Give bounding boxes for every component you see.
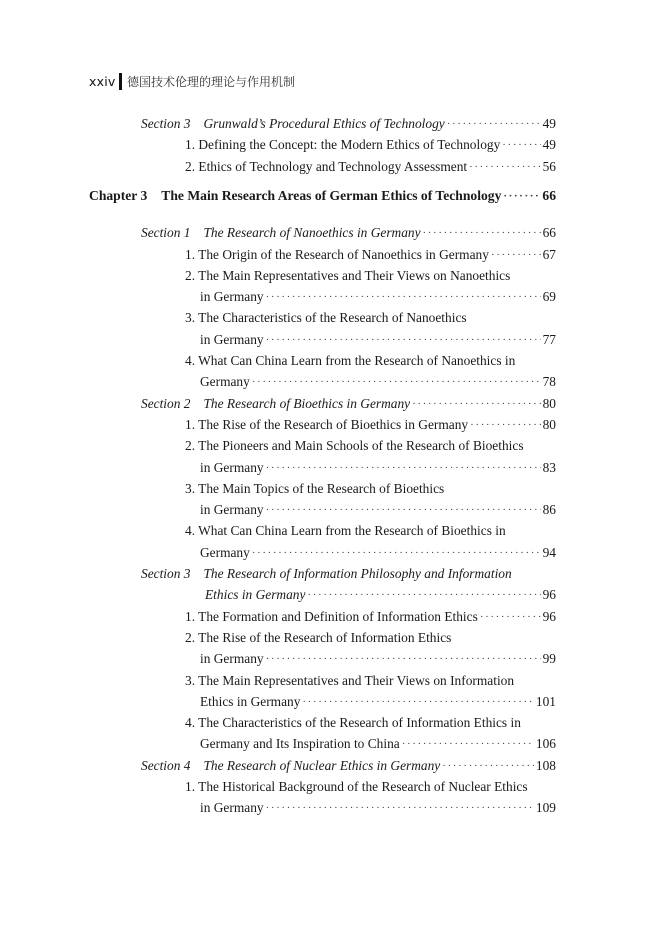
toc-entry-item[interactable] bbox=[200, 545, 556, 561]
page-number-ref: 69 bbox=[542, 289, 556, 305]
toc-entry-title-line: 2. The Main Representatives and Their Views on Nanoethics bbox=[185, 267, 511, 283]
page-number-ref: 49 bbox=[542, 137, 556, 153]
leader-dots bbox=[412, 396, 541, 412]
toc-entry-item[interactable] bbox=[200, 374, 556, 390]
toc-entry-title: 1. The Formation and Definition of Information Ethics bbox=[185, 608, 478, 624]
page-number-ref: 78 bbox=[542, 374, 556, 390]
toc-entry-title: 1. Defining the Concept: the Modern Ethics of Technology bbox=[185, 137, 501, 153]
leader-dots bbox=[266, 800, 534, 816]
leader-dots bbox=[423, 225, 541, 241]
page-number-ref: 66 bbox=[542, 225, 556, 241]
toc-entry-title bbox=[89, 188, 501, 204]
section-label: Section 4 bbox=[141, 757, 191, 773]
leader-dots bbox=[503, 188, 540, 204]
section-title: Grunwald’s Procedural Ethics of Technology bbox=[203, 116, 445, 131]
leader-dots bbox=[266, 289, 541, 305]
leader-dots bbox=[266, 651, 541, 667]
toc-entry-item[interactable] bbox=[200, 736, 556, 752]
toc-entry-title-line: 3. The Main Topics of the Research of Bioethics bbox=[185, 480, 445, 496]
leader-dots bbox=[266, 460, 541, 476]
page-number-ref: 66 bbox=[542, 187, 556, 203]
toc-entry-title-line: 4. What Can China Learn from the Research of Nanoethics in bbox=[185, 353, 516, 368]
toc-entry-item[interactable] bbox=[200, 502, 556, 518]
section-label: Section 3 bbox=[141, 566, 191, 581]
toc-entry-title-line: 3. The Characteristics of the Research of Nanoethics bbox=[185, 310, 467, 326]
page-number-ref: 106 bbox=[535, 736, 556, 752]
toc-entry-item[interactable] bbox=[200, 694, 556, 710]
toc-entry-title bbox=[141, 758, 440, 774]
toc-entry-section[interactable] bbox=[141, 396, 556, 412]
toc-entry-title: 2. Ethics of Technology and Technology Assessment bbox=[185, 158, 468, 174]
toc-entry-item[interactable] bbox=[185, 137, 556, 153]
toc-entry-title bbox=[141, 396, 410, 412]
section-title: The Research of Bioethics in Germany bbox=[203, 395, 411, 411]
leader-dots bbox=[480, 609, 541, 625]
leader-dots bbox=[252, 545, 541, 561]
toc-entry-title: in Germany bbox=[200, 289, 264, 305]
toc-entry-title: in Germany bbox=[200, 331, 264, 347]
page-number-ref: 80 bbox=[542, 395, 556, 411]
toc-entry-title-line: 2. The Rise of the Research of Information Ethics bbox=[185, 629, 452, 645]
page-number-ref: 96 bbox=[542, 587, 556, 603]
leader-dots bbox=[447, 116, 541, 132]
toc-entry-item[interactable] bbox=[200, 460, 556, 476]
toc-entry-chapter[interactable] bbox=[89, 188, 556, 204]
header-divider bbox=[119, 73, 122, 90]
section-title: The Research of Information Philosophy and Information bbox=[203, 566, 512, 581]
toc-entry-title: 1. The Origin of the Research of Nanoethics in Germany bbox=[185, 246, 489, 262]
toc-entry-item[interactable] bbox=[200, 800, 556, 816]
page-number-ref: 109 bbox=[535, 800, 556, 816]
leader-dots bbox=[470, 417, 540, 433]
section-label: Section 1 bbox=[141, 225, 191, 241]
toc-entry-title: in Germany bbox=[200, 800, 264, 816]
page-number-ref: 49 bbox=[542, 116, 556, 131]
leader-dots bbox=[302, 694, 534, 710]
toc-entry-section[interactable] bbox=[141, 116, 556, 132]
toc-entry-title-line: 4. The Characteristics of the Research of Information Ethics in bbox=[185, 715, 521, 731]
toc-entry-item[interactable] bbox=[185, 609, 556, 625]
chapter-title: The Main Research Areas of German Ethics of Technology bbox=[161, 187, 502, 203]
toc-entry-title-line bbox=[141, 566, 512, 582]
page-number-ref: 56 bbox=[542, 158, 556, 174]
leader-dots bbox=[491, 247, 541, 263]
section-title: The Research of Nanoethics in Germany bbox=[203, 225, 421, 241]
toc-entry-title: Ethics in Germany bbox=[205, 587, 306, 603]
page-number-ref: 67 bbox=[542, 246, 556, 262]
chapter-label: Chapter 3 bbox=[89, 187, 148, 203]
leader-dots bbox=[266, 332, 541, 348]
toc-entry-title: Germany and Its Inspiration to China bbox=[200, 736, 400, 752]
toc-entry-title-line: 3. The Main Representatives and Their Views on Information bbox=[185, 672, 515, 688]
page-number-ref: 94 bbox=[542, 544, 556, 560]
toc-entry-title-line: 4. What Can China Learn from the Research of Bioethics in bbox=[185, 523, 506, 539]
toc-entry-item[interactable] bbox=[185, 417, 556, 433]
page-number-ref: 108 bbox=[535, 757, 556, 773]
leader-dots bbox=[469, 159, 540, 175]
toc-entry-title: Germany bbox=[200, 374, 250, 390]
page-number-ref: 96 bbox=[542, 608, 556, 624]
toc-entry-section[interactable] bbox=[141, 758, 556, 774]
leader-dots bbox=[252, 374, 541, 390]
leader-dots bbox=[307, 587, 540, 603]
toc-entry-title: 1. The Rise of the Research of Bioethics in Germany bbox=[185, 416, 469, 432]
toc-entry-title: in Germany bbox=[200, 459, 264, 475]
page-number-ref: 99 bbox=[542, 651, 556, 667]
book-title: 德国技术伦理的理论与作用机制 bbox=[126, 74, 295, 89]
page-number: xxiv bbox=[89, 73, 116, 89]
section-label: Section 3 bbox=[141, 116, 191, 131]
section-title: The Research of Nuclear Ethics in Germany bbox=[203, 757, 441, 773]
leader-dots bbox=[266, 502, 541, 518]
page-number-ref: 101 bbox=[535, 693, 556, 709]
toc-entry-title: Germany bbox=[200, 544, 250, 560]
toc-entry-title: in Germany bbox=[200, 502, 264, 518]
leader-dots bbox=[442, 758, 534, 774]
toc-entry-title bbox=[141, 225, 421, 241]
running-header bbox=[89, 72, 295, 90]
toc-entry-item[interactable] bbox=[200, 332, 556, 348]
toc-entry-item[interactable] bbox=[200, 289, 556, 305]
toc-entry-section[interactable] bbox=[205, 587, 556, 603]
toc-entry-title-line: 2. The Pioneers and Main Schools of the Research of Bioethics bbox=[185, 438, 524, 454]
toc-entry-item[interactable] bbox=[200, 651, 556, 667]
leader-dots bbox=[402, 736, 534, 752]
toc-entry-title: in Germany bbox=[200, 651, 264, 667]
page-number-ref: 77 bbox=[542, 331, 556, 347]
toc-entry-title: Ethics in Germany bbox=[200, 693, 301, 709]
page-number-ref: 83 bbox=[542, 459, 556, 475]
toc-entry-title bbox=[141, 116, 445, 132]
toc-entry-section[interactable] bbox=[141, 225, 556, 241]
leader-dots bbox=[502, 137, 540, 153]
page-number-ref: 86 bbox=[542, 502, 556, 518]
toc-entry-item[interactable] bbox=[185, 159, 556, 175]
toc-entry-title-line: 1. The Historical Background of the Research of Nuclear Ethics bbox=[185, 779, 528, 794]
section-label: Section 2 bbox=[141, 395, 191, 411]
toc-entry-item[interactable] bbox=[185, 247, 556, 263]
page-number-ref: 80 bbox=[542, 416, 556, 432]
